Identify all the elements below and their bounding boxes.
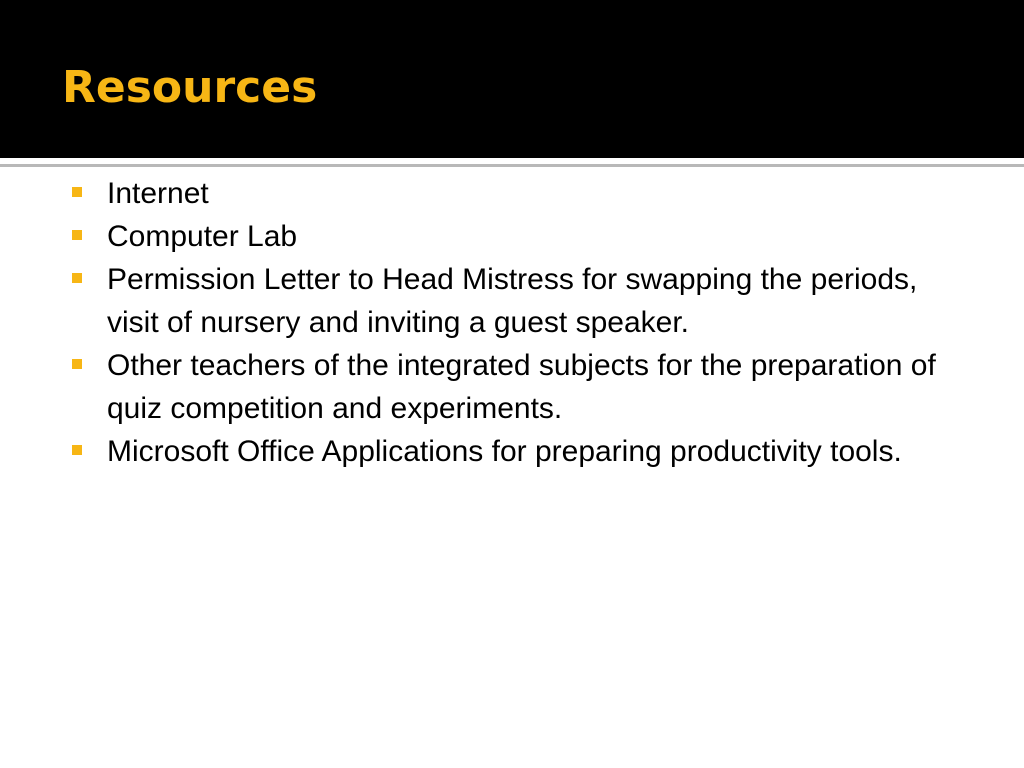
bullet-item bbox=[72, 344, 952, 430]
bullet-text: Permission Letter to Head Mistress for swapping the periods, visit of nursery and inviting a guest speaker. bbox=[107, 263, 918, 339]
bullet-item bbox=[72, 430, 952, 473]
bullet-item bbox=[72, 215, 952, 258]
bullet-text: Other teachers of the integrated subjects for the preparation of quiz competition and experiments. bbox=[107, 349, 936, 425]
square-bullet-icon bbox=[72, 359, 82, 369]
bullet-item bbox=[72, 172, 952, 215]
square-bullet-icon bbox=[72, 187, 82, 197]
bullet-item bbox=[72, 258, 952, 344]
square-bullet-icon bbox=[72, 273, 82, 283]
slide-title: Resources bbox=[62, 62, 318, 113]
bullet-list bbox=[72, 172, 952, 473]
bullet-text: Computer Lab bbox=[107, 220, 298, 253]
square-bullet-icon bbox=[72, 445, 82, 455]
square-bullet-icon bbox=[72, 230, 82, 240]
title-bar bbox=[0, 0, 1024, 158]
divider-line bbox=[0, 164, 1024, 167]
bullet-text: Internet bbox=[107, 177, 209, 210]
bullet-text: Microsoft Office Applications for preparing productivity tools. bbox=[107, 435, 902, 468]
